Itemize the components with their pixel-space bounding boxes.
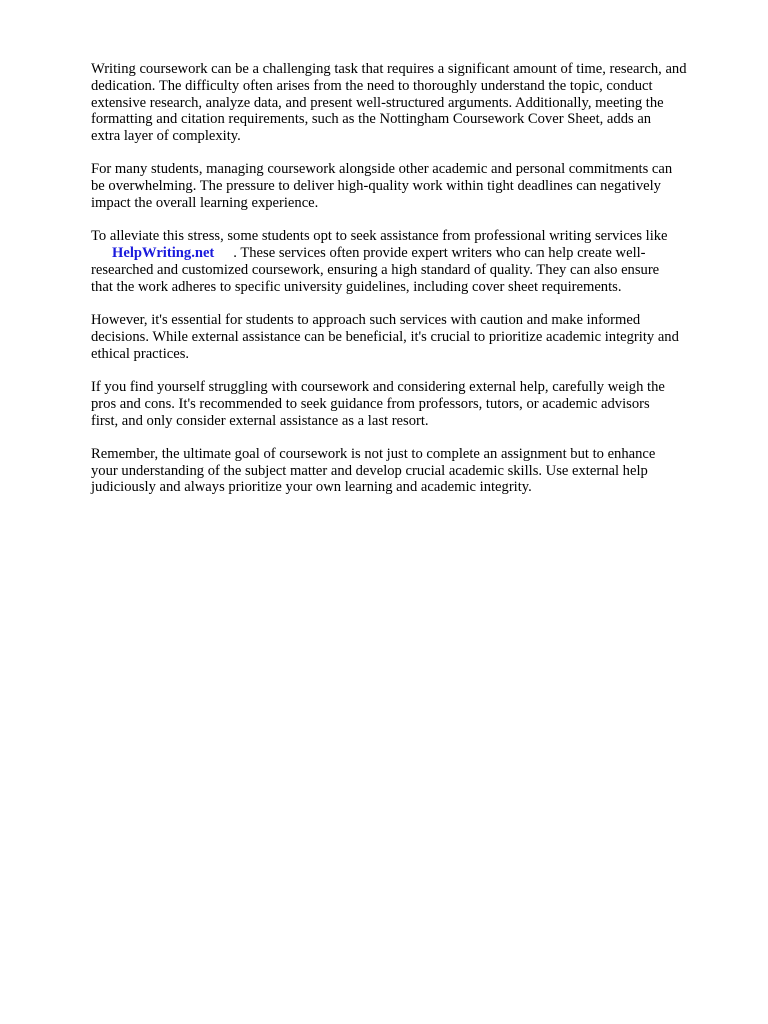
- text-line: first, and only consider external assistance as a last resort.: [91, 412, 429, 429]
- text-line-rest: . These services often provide expert writers who can help create well-: [233, 245, 646, 262]
- text-line: be overwhelming. The pressure to deliver high-quality work within tight deadlines can negatively: [91, 178, 661, 195]
- text-line: that the work adheres to specific university guidelines, including cover sheet requirements.: [91, 278, 622, 295]
- text-line-with-link: [91, 245, 731, 262]
- text-line: judiciously and always prioritize your own learning and academic integrity.: [91, 479, 532, 496]
- paragraph-4: [91, 312, 731, 362]
- text-line: However, it's essential for students to approach such services with caution and make informed: [91, 312, 641, 329]
- paragraph-6: [91, 446, 731, 496]
- text-line: ethical practices.: [91, 345, 190, 362]
- text-line: If you find yourself struggling with coursework and considering external help, carefully weigh the: [91, 378, 665, 395]
- text-line: Writing coursework can be a challenging task that requires a significant amount of time, research, and: [91, 61, 687, 77]
- text-line: pros and cons. It's recommended to seek guidance from professors, tutors, or academic advisors: [91, 395, 650, 412]
- text-line: extensive research, analyze data, and present well-structured arguments. Additionally, meeting the: [91, 94, 664, 111]
- text-line: formatting and citation requirements, such as the Nottingham Coursework Cover Sheet, adds an: [91, 111, 652, 128]
- text-line: dedication. The difficulty often arises from the need to thoroughly understand the topic, conduct: [91, 77, 653, 94]
- text-line: For many students, managing coursework alongside other academic and personal commitments can: [91, 161, 673, 178]
- text-line: decisions. While external assistance can be beneficial, it's crucial to prioritize academic integrity and: [91, 328, 679, 345]
- paragraph-3: [91, 228, 731, 295]
- text-line: extra layer of complexity.: [91, 128, 241, 145]
- text-line: researched and customized coursework, ensuring a high standard of quality. They can also ensure: [91, 261, 660, 278]
- paragraph-1: [91, 61, 731, 145]
- paragraph-2: [91, 161, 731, 211]
- text-line: To alleviate this stress, some students opt to seek assistance from professional writing services like: [91, 228, 668, 245]
- document-page: [91, 61, 731, 513]
- paragraph-5: [91, 379, 731, 429]
- text-line: your understanding of the subject matter and develop crucial academic skills. Use external help: [91, 462, 648, 479]
- text-line: Remember, the ultimate goal of coursework is not just to complete an assignment but to enhance: [91, 445, 656, 462]
- helpwriting-link[interactable]: HelpWriting.net: [112, 245, 215, 262]
- text-line: impact the overall learning experience.: [91, 195, 319, 212]
